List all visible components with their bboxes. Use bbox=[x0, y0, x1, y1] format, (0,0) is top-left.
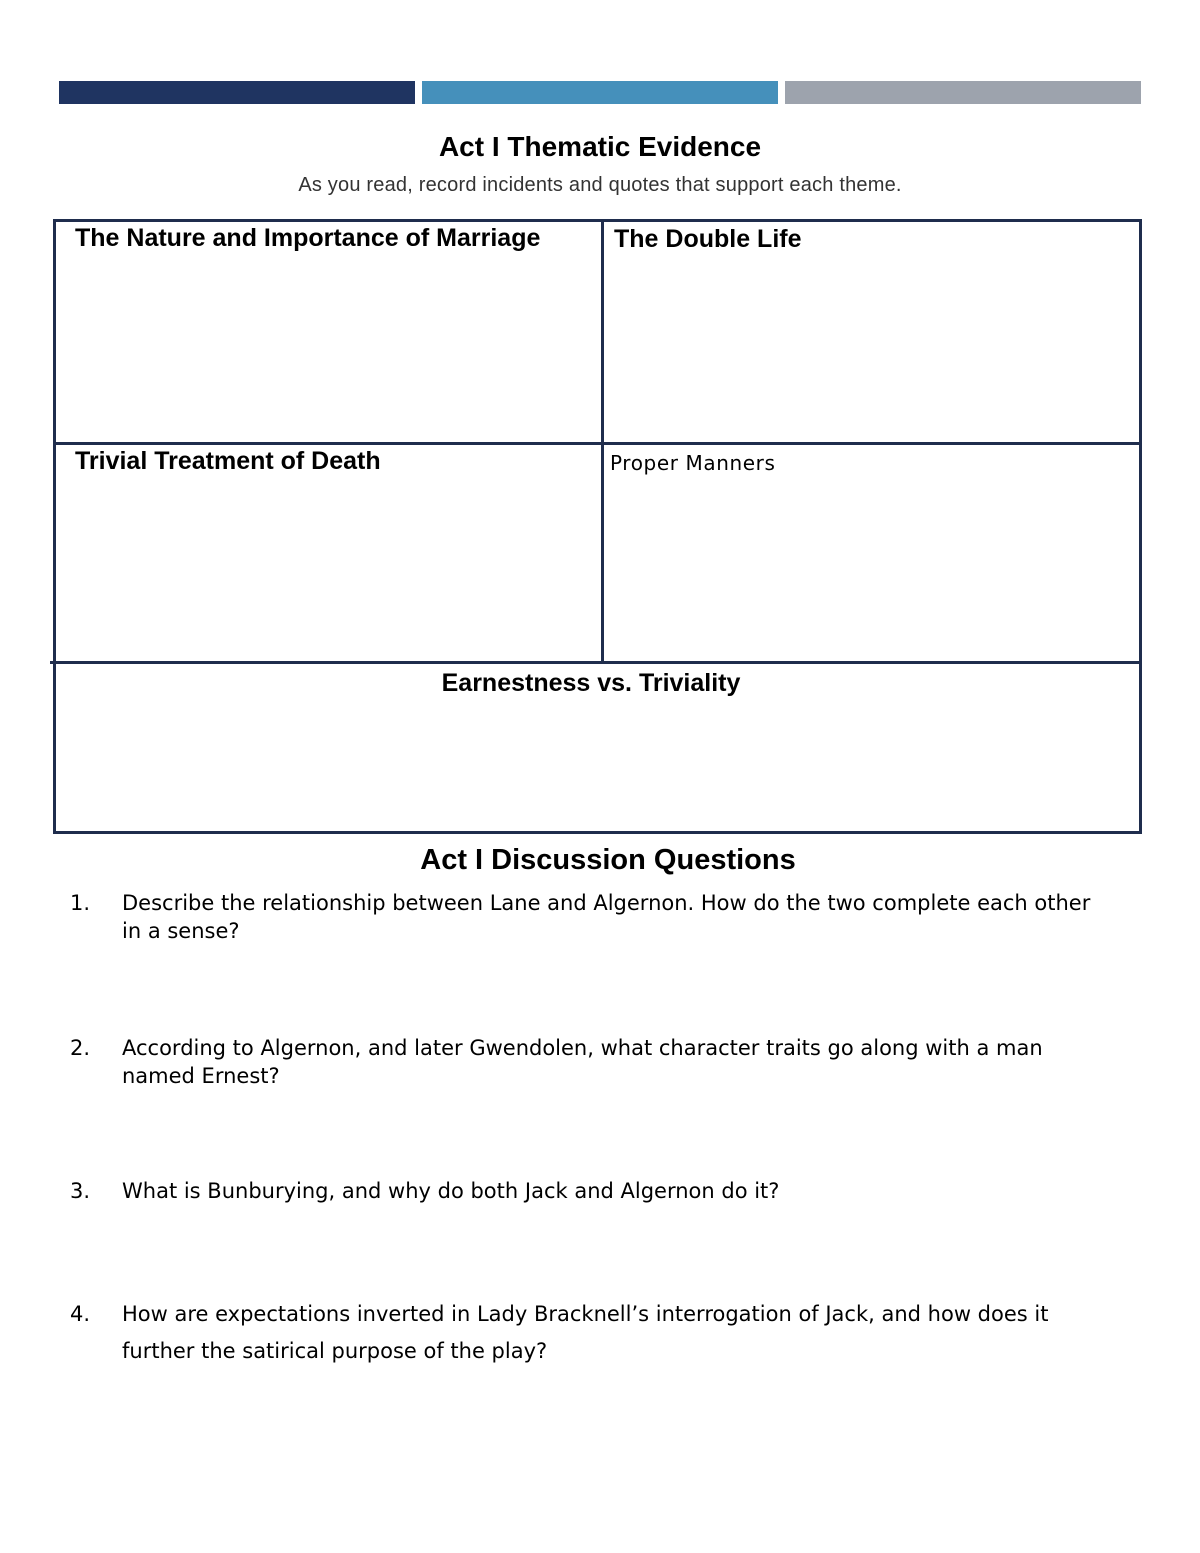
header-bar-blue bbox=[422, 81, 778, 104]
theme-cell-manners: Proper Manners bbox=[610, 451, 776, 475]
question-item bbox=[70, 1177, 1100, 1205]
question-text: What is Bunburying, and why do both Jack and Algernon do it? bbox=[122, 1179, 780, 1203]
header-bar-gray bbox=[785, 81, 1141, 104]
question-item bbox=[70, 1296, 1100, 1370]
page-subtitle: As you read, record incidents and quotes that support each theme. bbox=[298, 174, 902, 196]
question-text: How are expectations inverted in Lady Bracknell’s interrogation of Jack, and how does it further the satirical purpose of the play? bbox=[122, 1302, 1049, 1363]
header-bar-navy bbox=[59, 81, 415, 104]
question-item bbox=[70, 889, 1100, 945]
theme-cell-double-life: The Double Life bbox=[614, 225, 802, 253]
question-item bbox=[70, 1034, 1100, 1090]
question-text: According to Algernon, and later Gwendolen, what character traits go along with a man named Ernest? bbox=[122, 1036, 1043, 1088]
question-number: 1. bbox=[70, 891, 91, 915]
grid-divider-horizontal-1 bbox=[56, 442, 1140, 445]
theme-cell-death: Trivial Treatment of Death bbox=[75, 447, 381, 475]
page-title: Act I Thematic Evidence bbox=[438, 131, 762, 162]
question-number: 2. bbox=[70, 1036, 91, 1060]
question-number: 3. bbox=[70, 1179, 91, 1203]
question-text: Describe the relationship between Lane and Algernon. How do the two complete each other in a sense? bbox=[122, 891, 1091, 943]
grid-divider-horizontal-2 bbox=[50, 661, 1140, 664]
theme-grid bbox=[53, 219, 1142, 834]
theme-cell-earnestness: Earnestness vs. Triviality bbox=[441, 669, 741, 697]
question-number: 4. bbox=[70, 1302, 91, 1326]
theme-cell-marriage: The Nature and Importance of Marriage bbox=[75, 224, 541, 252]
discussion-title: Act I Discussion Questions bbox=[420, 844, 796, 876]
